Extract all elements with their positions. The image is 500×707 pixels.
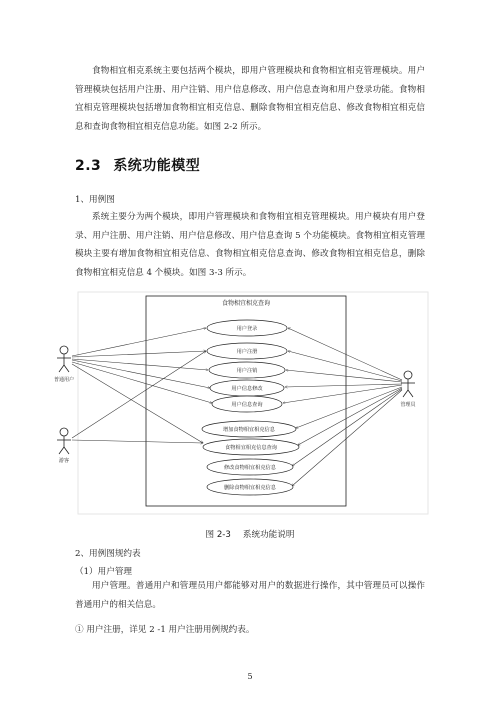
intro-paragraph: 食物相宜相克系统主要包括两个模块，即用户管理模块和食物相宜相克管理模块。用户管理模块包括用户注册、用户注销、用户信息修改、用户信息查询和用户登录功能。食物相宜相克管理模块包括增加食物相宜相克信息、删除食物相宜相克信息、修改食物相宜相克信息和查询食物相宜相克信息功能。如图 2-2 所示。 (75, 66, 425, 132)
use-case-paragraph: 系统主要分为两个模块，即用户管理模块和食物相宜相克管理模块。用户模块有用户登录、用户注册、用户注销、用户信息修改、用户信息查询 5 个功能模块。食物相宜相克管理模块主要有增加食物相宜相克信息、食物相宜相克信息查询、修改食物相宜相克信息，删除食物相宜相克信息 4 个模块。如图 3-3 所示。 (75, 212, 425, 278)
user-management-paragraph: 用户管理。普通用户和管理员用户都能够对用户的数据进行操作，其中管理员可以操作普通用户的相关信息。 (75, 581, 425, 610)
actor-user-label: 普通用户 (53, 377, 75, 383)
system-title: 食物相宜相克查询 (221, 300, 271, 307)
subheading-spec-table: 2、用例图规约表 (75, 549, 141, 559)
use-case-diagram (53, 292, 428, 514)
usecase-register-label: 用户注册 (236, 349, 258, 355)
actor-user-icon (57, 346, 71, 372)
subheading-user-management: （1）用户管理 (75, 567, 133, 577)
actor-admin-label: 管理员 (400, 402, 416, 408)
usecase-login-label: 用户登录 (236, 326, 258, 332)
actor-guest-label: 游客 (58, 458, 70, 464)
usecase-add-food-label: 增加食物相宜相克信息 (223, 427, 275, 433)
page-number: 5 (247, 672, 253, 681)
usecase-delete-food-label: 删除食物相宜相克信息 (224, 485, 276, 491)
actor-guest-icon (57, 428, 71, 454)
usecase-edit-food-label: 修改食物相宜相克信息 (224, 465, 276, 471)
usecase-query-food-label: 食物相宜相克信息查询 (225, 445, 277, 451)
section-title: 系统功能模型 (113, 158, 201, 174)
list-item-register: ① 用户注册，详见 2 -1 用户注册用例规约表。 (75, 625, 255, 635)
figure-caption (0, 528, 500, 540)
section-number: 2.3 (75, 158, 102, 174)
subheading-use-case: 1、用例图 (75, 195, 115, 205)
figure-caption-label: 图 2-3 (205, 530, 231, 540)
usecase-logout-label: 用户注销 (236, 368, 258, 374)
section-heading (75, 155, 200, 175)
usecase-edit-user-label: 用户信息修改 (231, 386, 263, 392)
usecase-query-user-label: 用户信息查询 (231, 402, 263, 408)
figure-caption-text: 系统功能说明 (242, 530, 295, 540)
